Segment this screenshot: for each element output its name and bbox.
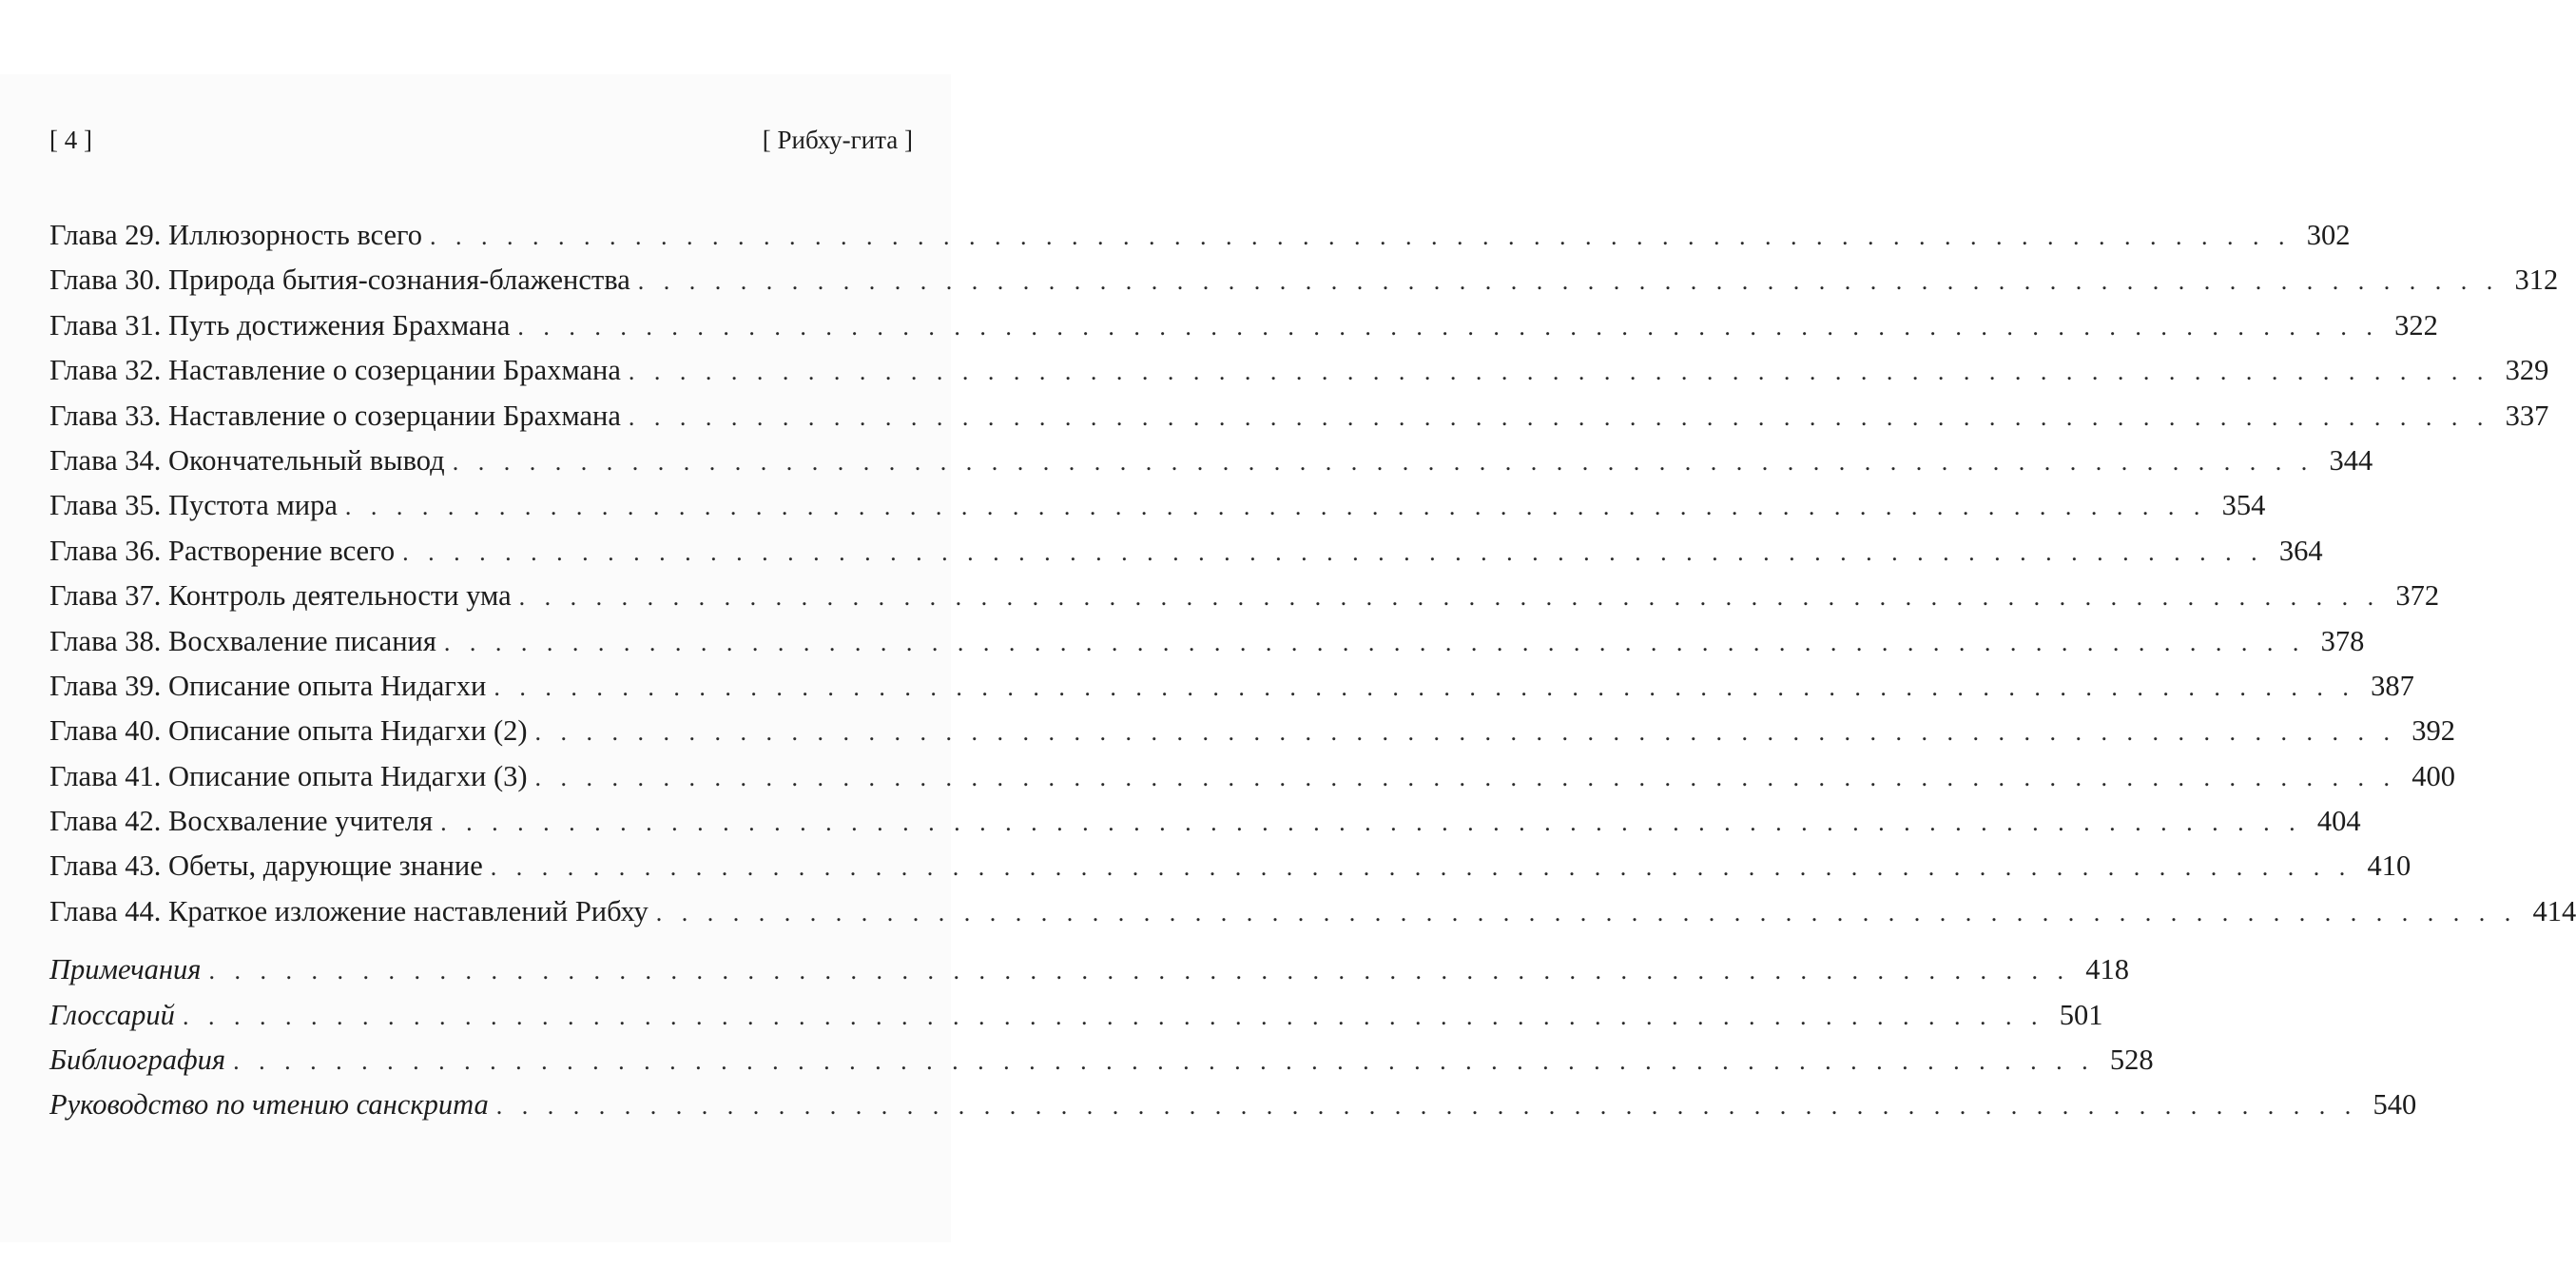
dot-leader: . . . . . . . . . . . . . . . . . . . . . . . . . . . . . . . . . . . . . . . . . . . . . . . . . . . . . . . . . . . . . . . . . . . . . . . . . bbox=[182, 1002, 2044, 1030]
dot-leader: . . . . . . . . . . . . . . . . . . . . . . . . . . . . . . . . . . . . . . . . . . . . . . . . . . . . . . . . . . . . . . . . . . . . . . . . . bbox=[494, 673, 2355, 701]
toc-entry-page: 302 bbox=[2306, 219, 2351, 251]
toc-entry-label: Глава 39. Описание опыта Нидагхи bbox=[49, 669, 487, 702]
dot-leader: . . . . . . . . . . . . . . . . . . . . . . . . . . . . . . . . . . . . . . . . . . . . . . . . . . . . . . . . . . . . . . . . . . . . . . . . . bbox=[344, 493, 2207, 521]
toc-entry-page: 337 bbox=[2505, 399, 2549, 432]
dot-leader: . . . . . . . . . . . . . . . . . . . . . . . . . . . . . . . . . . . . . . . . . . . . . . . . . . . . . . . . . . . . . . . . . . . . . . . . . bbox=[637, 267, 2500, 296]
toc-entry-label: Глоссарий bbox=[49, 998, 175, 1031]
toc-entry-chapter-32 bbox=[49, 348, 2549, 393]
dot-leader: . . . . . . . . . . . . . . . . . . . . . . . . . . . . . . . . . . . . . . . . . . . . . . . . . . . . . . . . . . . . . . . . . . . . . . . . . bbox=[233, 1047, 2095, 1076]
running-head bbox=[49, 124, 913, 156]
toc-entry-label: Глава 31. Путь достижения Брахмана bbox=[49, 308, 511, 341]
dot-leader: . . . . . . . . . . . . . . . . . . . . . . . . . . . . . . . . . . . . . . . . . . . . . . . . . . . . . . . . . . . . . . . . . . . . . . . . . bbox=[655, 898, 2518, 927]
toc-entry-page: 418 bbox=[2085, 953, 2129, 986]
toc-entry-chapter-31 bbox=[49, 303, 2438, 348]
toc-entry-glossary bbox=[49, 993, 2103, 1038]
toc-entry-chapter-44 bbox=[49, 889, 2576, 934]
dot-leader: . . . . . . . . . . . . . . . . . . . . . . . . . . . . . . . . . . . . . . . . . . . . . . . . . . . . . . . . . . . . . . . . . . . . . . . . . bbox=[518, 583, 2381, 612]
toc-entry-label: Глава 44. Краткое изложение наставлений Рибху bbox=[49, 894, 649, 927]
dot-leader: . . . . . . . . . . . . . . . . . . . . . . . . . . . . . . . . . . . . . . . . . . . . . . . . . . . . . . . . . . . . . . . . . . . . . . . . . bbox=[628, 402, 2490, 431]
toc-entry-label: Глава 42. Восхваление учителя bbox=[49, 805, 434, 838]
toc-entry-page: 364 bbox=[2278, 534, 2323, 567]
toc-entry-page: 400 bbox=[2411, 759, 2456, 792]
table-of-contents bbox=[49, 213, 2576, 1128]
toc-entry-chapter-39 bbox=[49, 664, 2414, 709]
toc-entry-chapter-29 bbox=[49, 213, 2351, 258]
toc-entry-chapter-38 bbox=[49, 619, 2365, 664]
toc-entry-label: Глава 33. Наставление о созерцании Брахмана bbox=[49, 399, 621, 432]
toc-entry-chapter-35 bbox=[49, 483, 2266, 528]
toc-entry-label: Глава 36. Растворение всего bbox=[49, 534, 396, 567]
toc-entry-page: 410 bbox=[2367, 849, 2411, 883]
toc-entry-label: Глава 40. Описание опыта Нидагхи (2) bbox=[49, 714, 528, 748]
toc-entry-label: Глава 37. Контроль деятельности ума bbox=[49, 579, 512, 613]
dot-leader: . . . . . . . . . . . . . . . . . . . . . . . . . . . . . . . . . . . . . . . . . . . . . . . . . . . . . . . . . . . . . . . . . . . . . . . . . bbox=[534, 763, 2397, 791]
dot-leader: . . . . . . . . . . . . . . . . . . . . . . . . . . . . . . . . . . . . . . . . . . . . . . . . . . . . . . . . . . . . . . . . . . . . . . . . . bbox=[440, 809, 2302, 837]
dot-leader: . . . . . . . . . . . . . . . . . . . . . . . . . . . . . . . . . . . . . . . . . . . . . . . . . . . . . . . . . . . . . . . . . . . . . . . . . bbox=[402, 537, 2264, 566]
toc-entry-label: Глава 41. Описание опыта Нидагхи (3) bbox=[49, 759, 528, 792]
toc-entry-chapter-41 bbox=[49, 754, 2456, 799]
toc-entry-page: 322 bbox=[2394, 308, 2438, 341]
running-title: [ Рибху-гита ] bbox=[762, 126, 913, 154]
toc-entry-page: 528 bbox=[2109, 1044, 2154, 1077]
toc-entry-chapter-34 bbox=[49, 439, 2373, 483]
toc-entry-chapter-37 bbox=[49, 574, 2440, 618]
toc-entry-label: Глава 34. Окончательный вывод bbox=[49, 443, 445, 477]
toc-entry-chapter-43 bbox=[49, 844, 2411, 888]
toc-entry-label: Примечания bbox=[49, 953, 202, 986]
toc-entry-page: 378 bbox=[2320, 624, 2365, 657]
dot-leader: . . . . . . . . . . . . . . . . . . . . . . . . . . . . . . . . . . . . . . . . . . . . . . . . . . . . . . . . . . . . . . . . . . . . . . . . . bbox=[628, 358, 2490, 386]
toc-entry-page: 329 bbox=[2505, 354, 2549, 387]
toc-entry-page: 392 bbox=[2411, 714, 2456, 748]
page-folio: [ 4 ] bbox=[49, 126, 92, 154]
toc-entry-label: Библиография bbox=[49, 1044, 226, 1077]
toc-entry-chapter-42 bbox=[49, 799, 2361, 844]
toc-entry-page: 344 bbox=[2329, 443, 2373, 477]
dot-leader: . . . . . . . . . . . . . . . . . . . . . . . . . . . . . . . . . . . . . . . . . . . . . . . . . . . . . . . . . . . . . . . . . . . . . . . . . bbox=[490, 853, 2353, 882]
dot-leader: . . . . . . . . . . . . . . . . . . . . . . . . . . . . . . . . . . . . . . . . . . . . . . . . . . . . . . . . . . . . . . . . . . . . . . . . . bbox=[517, 312, 2379, 341]
section-gap bbox=[49, 934, 913, 947]
toc-entry-page: 501 bbox=[2059, 998, 2103, 1031]
dot-leader: . . . . . . . . . . . . . . . . . . . . . . . . . . . . . . . . . . . . . . . . . . . . . . . . . . . . . . . . . . . . . . . . . . . . . . . . . bbox=[452, 447, 2315, 476]
toc-entry-page: 404 bbox=[2316, 805, 2361, 838]
dot-leader: . . . . . . . . . . . . . . . . . . . . . . . . . . . . . . . . . . . . . . . . . . . . . . . . . . . . . . . . . . . . . . . . . . . . . . . . . bbox=[208, 957, 2070, 985]
toc-entry-label: Глава 43. Обеты, дарующие знание bbox=[49, 849, 483, 883]
toc-entry-page: 372 bbox=[2395, 579, 2440, 613]
toc-entry-page: 354 bbox=[2221, 489, 2266, 522]
dot-leader: . . . . . . . . . . . . . . . . . . . . . . . . . . . . . . . . . . . . . . . . . . . . . . . . . . . . . . . . . . . . . . . . . . . . . . . . . bbox=[430, 223, 2292, 250]
toc-entry-sanskrit-guide bbox=[49, 1083, 2417, 1127]
toc-entry-page: 312 bbox=[2514, 263, 2559, 297]
toc-entry-label: Глава 32. Наставление о созерцании Брахмана bbox=[49, 354, 621, 387]
toc-entry-chapter-33 bbox=[49, 394, 2549, 439]
toc-entry-chapter-36 bbox=[49, 529, 2323, 574]
toc-entry-page: 414 bbox=[2532, 894, 2576, 927]
toc-entry-label: Глава 30. Природа бытия-сознания-блаженства bbox=[49, 263, 630, 297]
toc-entry-label: Глава 35. Пустота мира bbox=[49, 489, 338, 522]
toc-entry-label: Руководство по чтению санскрита bbox=[49, 1088, 489, 1122]
toc-entry-bibliography bbox=[49, 1038, 2154, 1083]
toc-entry-chapter-30 bbox=[49, 258, 2559, 302]
toc-entry-label: Глава 29. Иллюзорность всего bbox=[49, 219, 423, 251]
dot-leader: . . . . . . . . . . . . . . . . . . . . . . . . . . . . . . . . . . . . . . . . . . . . . . . . . . . . . . . . . . . . . . . . . . . . . . . . . bbox=[495, 1092, 2358, 1121]
toc-entry-page: 540 bbox=[2373, 1088, 2417, 1122]
toc-entry-chapter-40 bbox=[49, 709, 2456, 753]
toc-entry-notes bbox=[49, 947, 2129, 992]
dot-leader: . . . . . . . . . . . . . . . . . . . . . . . . . . . . . . . . . . . . . . . . . . . . . . . . . . . . . . . . . . . . . . . . . . . . . . . . . bbox=[443, 628, 2306, 656]
toc-entry-page: 387 bbox=[2371, 669, 2414, 702]
toc-entry-label: Глава 38. Восхваление писания bbox=[49, 624, 436, 657]
dot-leader: . . . . . . . . . . . . . . . . . . . . . . . . . . . . . . . . . . . . . . . . . . . . . . . . . . . . . . . . . . . . . . . . . . . . . . . . . bbox=[534, 718, 2397, 747]
